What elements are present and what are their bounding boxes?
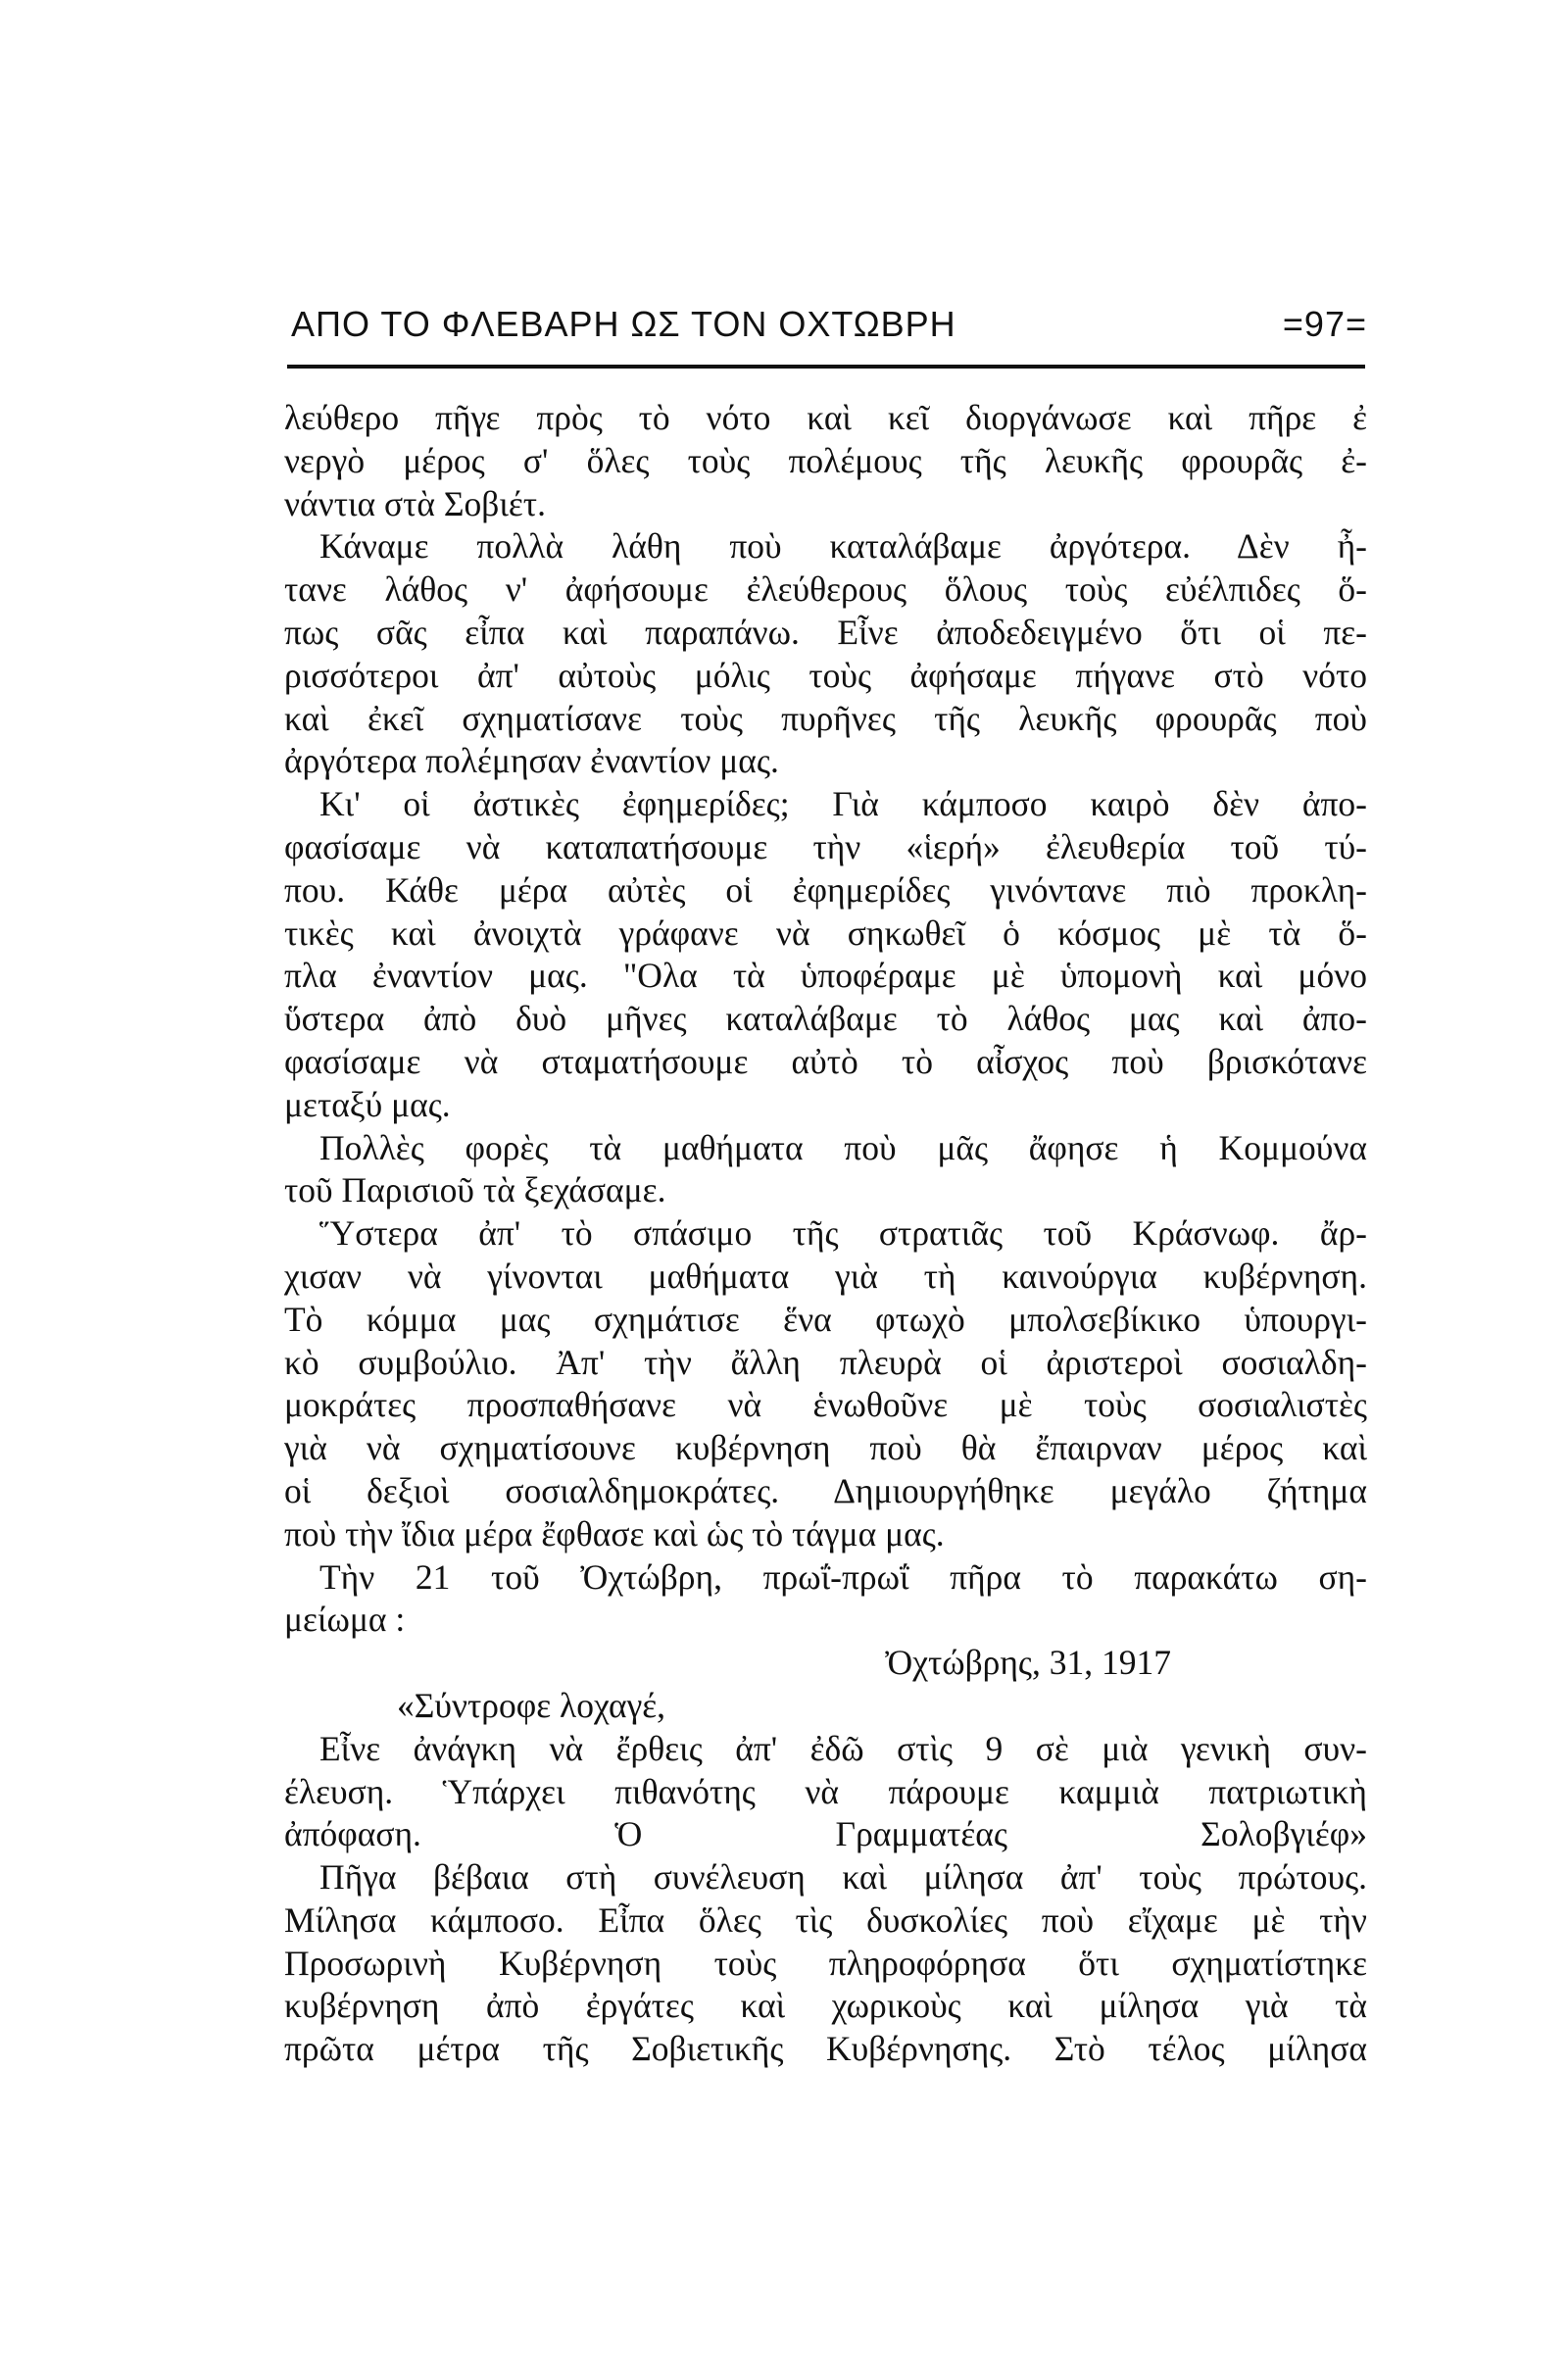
header-title: ΑΠΟ ΤΟ ΦΛΕΒΑΡΗ ΩΣ ΤΟΝ ΟΧΤΩΒΡΗ xyxy=(291,304,956,344)
header-rule xyxy=(287,365,1365,369)
text-line: φασίσαμε νὰ σταματήσουμε αὐτὸ τὸ αἶσχος ποὺ βρισκότανε xyxy=(284,1041,1367,1081)
text-line: Προσωρινὴ Κυβέρνηση τοὺς πληροφόρησα ὅτι σχηματίστηκε xyxy=(284,1943,1367,1983)
text-line: που. Κάθε μέρα αὐτὲς οἱ ἐφημερίδες γινόντανε πιὸ προκλη- xyxy=(284,869,1367,910)
text-line: μεταξύ μας. xyxy=(284,1084,451,1124)
letter-date: Ὀχτώβρης, 31, 1917 xyxy=(885,1643,1171,1683)
text-line: Ὕστερα ἀπ' τὸ σπάσιμο τῆς στρατιᾶς τοῦ Κράσνωφ. ἄρ- xyxy=(319,1213,1367,1254)
text-line: μοκράτες προσπαθήσανε νὰ ἑνωθοῦνε μὲ τοὺς σοσιαλιστὲς xyxy=(284,1385,1367,1425)
body-text xyxy=(284,397,1367,2071)
text-line: κυβέρνηση ἀπὸ ἐργάτες καὶ χωρικοὺς καὶ μίλησα γιὰ τὰ xyxy=(284,1986,1367,2026)
text-line: ἀργότερα πολέμησαν ἐναντίον μας. xyxy=(284,741,779,781)
running-header xyxy=(277,294,1367,353)
text-line: μείωμα : xyxy=(284,1600,406,1640)
text-line: πλα ἐναντίον μας. "Ολα τὰ ὑποφέραμε μὲ ὑπομονὴ καὶ μόνο xyxy=(284,956,1367,996)
page-number: =97= xyxy=(1282,304,1367,344)
text-line: κὸ συμβούλιο. Ἀπ' τὴν ἄλλη πλευρὰ οἱ ἀριστεροὶ σοσιαλδη- xyxy=(284,1342,1367,1382)
text-line: Τὴν 21 τοῦ Ὀχτώβρη, πρωΐ-πρωΐ πῆρα τὸ παρακάτω ση- xyxy=(319,1556,1367,1597)
text-line: οἱ δεξιοὶ σοσιαλδημοκράτες. Δημιουργήθηκε μεγάλο ζήτημα xyxy=(284,1470,1367,1510)
text-line: ὕστερα ἀπὸ δυὸ μῆνες καταλάβαμε τὸ λάθος μας καὶ ἀπο- xyxy=(284,999,1367,1039)
letter-salutation: «Σύντροφε λοχαγέ, xyxy=(397,1685,666,1725)
text-line: τανε λάθος ν' ἀφήσουμε ἐλεύθερους ὅλους τοὺς εὐέλπιδες ὅ- xyxy=(284,569,1367,610)
text-line: Μίλησα κάμποσο. Εἶπα ὅλες τὶς δυσκολίες ποὺ εἴχαμε μὲ τὴν xyxy=(284,1899,1367,1940)
text-line: Πῆγα βέβαια στὴ συνέλευση καὶ μίλησα ἀπ' τοὺς πρώτους. xyxy=(319,1857,1367,1898)
letter-signature: ἀπόφαση. Ὁ Γραμματέας Σολοβγιέφ» xyxy=(284,1814,1367,1854)
text-line: γιὰ νὰ σχηματίσουνε κυβέρνηση ποὺ θὰ ἔπαιρναν μέρος καὶ xyxy=(284,1428,1367,1468)
text-line: τοῦ Παρισιοῦ τὰ ξεχάσαμε. xyxy=(284,1170,666,1210)
text-line: Πολλὲς φορὲς τὰ μαθήματα ποὺ μᾶς ἄφησε ἡ Κομμούνα xyxy=(319,1127,1367,1167)
text-line: πως σᾶς εἶπα καὶ παραπάνω. Εἶνε ἀποδεδειγμένο ὅτι οἱ πε- xyxy=(284,612,1367,652)
text-line: νεργὸ μέρος σ' ὅλες τοὺς πολέμους τῆς λευκῆς φρουρᾶς ἐ- xyxy=(284,440,1367,480)
text-line: νάντια στὰ Σοβιέτ. xyxy=(284,483,546,523)
text-line: ρισσότεροι ἀπ' αὐτοὺς μόλις τοὺς ἀφήσαμε πήγανε στὸ νότο xyxy=(284,655,1367,695)
text-line: ποὺ τὴν ἴδια μέρα ἔφθασε καὶ ὡς τὸ τάγμα μας. xyxy=(284,1513,945,1553)
text-line: φασίσαμε νὰ καταπατήσουμε τὴν «ἱερή» ἐλευθερία τοῦ τύ- xyxy=(284,826,1367,866)
text-line: πρῶτα μέτρα τῆς Σοβιετικῆς Κυβέρνησης. Στὸ τέλος μίλησα xyxy=(284,2029,1367,2069)
text-line: χισαν νὰ γίνονται μαθήματα γιὰ τὴ καινούργια κυβέρνηση. xyxy=(284,1256,1367,1296)
text-line: Κάναμε πολλὰ λάθη ποὺ καταλάβαμε ἀργότερα. Δὲν ἦ- xyxy=(319,526,1367,567)
text-line: Τὸ κόμμα μας σχημάτισε ἕνα φτωχὸ μπολσεβίκικο ὑπουργι- xyxy=(284,1299,1367,1339)
text-line: έλευση. Ὑπάρχει πιθανότης νὰ πάρουμε καμμιὰ πατριωτικὴ xyxy=(284,1771,1367,1811)
text-line: Εἶνε ἀνάγκη νὰ ἔρθεις ἀπ' ἐδῶ στὶς 9 σὲ μιὰ γενικὴ συν- xyxy=(319,1728,1367,1768)
text-line: λεύθερο πῆγε πρὸς τὸ νότο καὶ κεῖ διοργάνωσε καὶ πῆρε ἐ xyxy=(284,398,1367,437)
text-line: καὶ ἐκεῖ σχηματίσανε τοὺς πυρῆνες τῆς λευκῆς φρουρᾶς ποὺ xyxy=(284,698,1367,738)
text-line: Κι' οἱ ἀστικὲς ἐφημερίδες; Γιὰ κάμποσο καιρὸ δὲν ἀπο- xyxy=(319,784,1367,824)
text-line: τικὲς καὶ ἀνοιχτὰ γράφανε νὰ σηκωθεῖ ὁ κόσμος μὲ τὰ ὅ- xyxy=(284,912,1367,953)
